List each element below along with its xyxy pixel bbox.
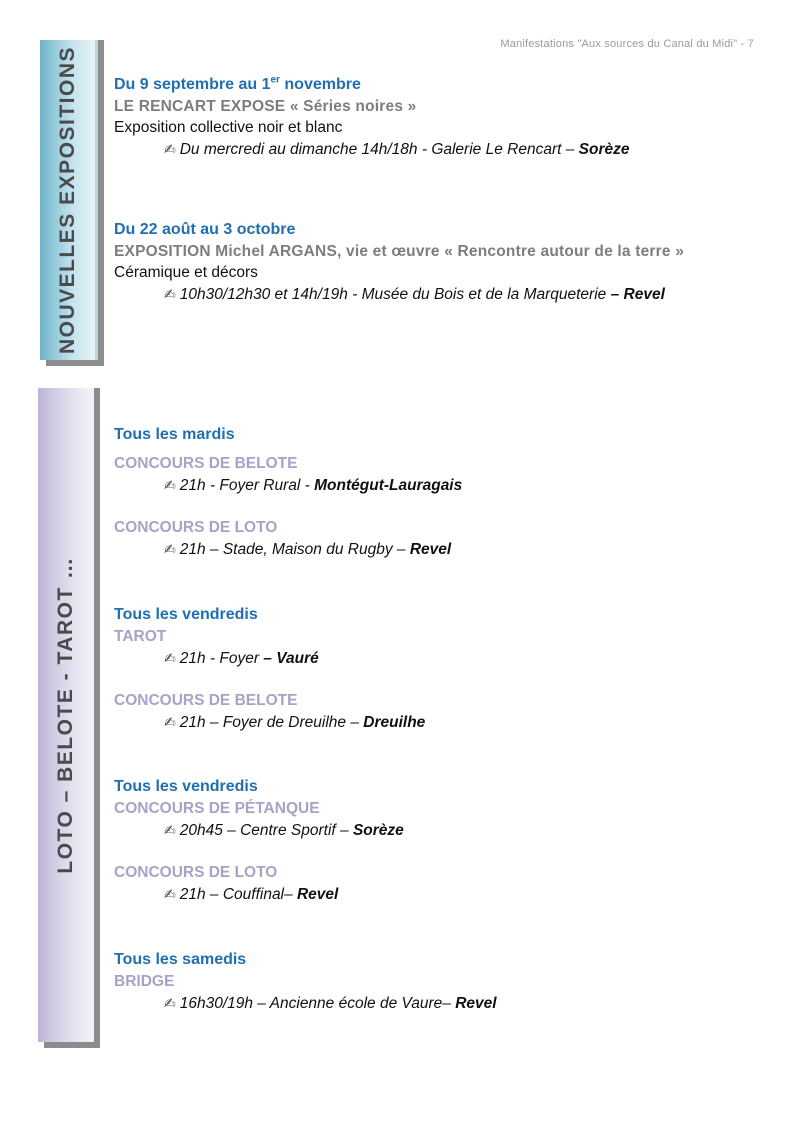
writing-hand-icon: ✍ — [164, 822, 176, 838]
event-title: LE RENCART EXPOSE « Séries noires » — [114, 98, 417, 115]
tab-label-loto: LOTO – BELOTE - TAROT … — [54, 556, 77, 874]
tab-face — [38, 388, 94, 1042]
event-title: CONCOURS DE PÉTANQUE — [114, 800, 320, 817]
tab-label-expositions: NOUVELLES EXPOSITIONS — [55, 45, 79, 355]
writing-hand-icon: ✍ — [164, 141, 176, 157]
loto-group-vendredis-1 — [114, 604, 425, 734]
event-title: CONCOURS DE BELOTE — [114, 455, 298, 472]
tab-loto-belote-tarot — [38, 388, 100, 1048]
group-date: Tous les vendredis — [114, 778, 258, 795]
event-title: CONCOURS DE BELOTE — [114, 692, 298, 709]
event-detail: ✍ 21h – Foyer de Dreuilhe – Dreuilhe — [164, 714, 426, 731]
event-place: Sorèze — [578, 141, 630, 158]
event-title: BRIDGE — [114, 973, 175, 990]
event-place: Dreuilhe — [363, 714, 426, 731]
event-place: – Vauré — [263, 650, 319, 667]
event-detail: ✍ 20h45 – Centre Sportif – Sorèze — [164, 822, 404, 839]
event-detail: ✍ 16h30/19h – Ancienne école de Vaure– Revel — [164, 995, 497, 1012]
loto-group-mardis — [114, 424, 462, 561]
event-detail: ✍ 10h30/12h30 et 14h/19h - Musée du Bois et de la Marqueterie – Revel — [164, 286, 665, 303]
event-place: Revel — [409, 541, 452, 558]
tab-face — [40, 40, 98, 360]
event-place: Montégut-Lauragais — [314, 477, 463, 494]
event-detail: ✍ 21h – Stade, Maison du Rugby – Revel — [164, 541, 452, 558]
loto-group-samedis — [114, 949, 497, 1015]
writing-hand-icon: ✍ — [164, 286, 176, 302]
event-description: Céramique et décors — [114, 264, 258, 281]
writing-hand-icon: ✍ — [164, 650, 176, 666]
loto-group-vendredis-2 — [114, 776, 404, 906]
event-place: Revel — [455, 995, 497, 1012]
writing-hand-icon: ✍ — [164, 995, 176, 1011]
expo-event-2 — [114, 219, 684, 306]
event-title: TAROT — [114, 628, 167, 645]
event-title: CONCOURS DE LOTO — [114, 519, 278, 536]
event-date: Du 9 septembre au 1er novembre — [114, 74, 361, 93]
event-date: Du 22 août au 3 octobre — [114, 221, 296, 238]
writing-hand-icon: ✍ — [164, 886, 176, 902]
tab-nouvelles-expositions — [40, 40, 104, 366]
expo-event-1 — [114, 74, 629, 161]
event-title: EXPOSITION Michel ARGANS, vie et œuvre « Rencontre autour de la terre » — [114, 243, 685, 260]
event-place: – Revel — [610, 286, 665, 303]
event-place: Sorèze — [352, 822, 404, 839]
group-date: Tous les samedis — [114, 951, 247, 968]
group-date: Tous les mardis — [114, 426, 235, 443]
writing-hand-icon: ✍ — [164, 714, 176, 730]
event-detail: ✍ 21h - Foyer Rural - Montégut-Lauragais — [164, 477, 463, 494]
group-date: Tous les vendredis — [114, 606, 258, 623]
event-detail: ✍ 21h – Couffinal– Revel — [164, 886, 339, 903]
event-description: Exposition collective noir et blanc — [114, 119, 343, 136]
event-place: Revel — [296, 886, 339, 903]
writing-hand-icon: ✍ — [164, 477, 176, 493]
event-detail: ✍ 21h - Foyer – Vauré — [164, 650, 319, 667]
writing-hand-icon: ✍ — [164, 541, 176, 557]
page-header: Manifestations "Aux sources du Canal du Midi" - 7 — [500, 38, 754, 50]
event-detail: ✍ Du mercredi au dimanche 14h/18h - Galerie Le Rencart – Sorèze — [164, 141, 630, 158]
event-title: CONCOURS DE LOTO — [114, 864, 278, 881]
